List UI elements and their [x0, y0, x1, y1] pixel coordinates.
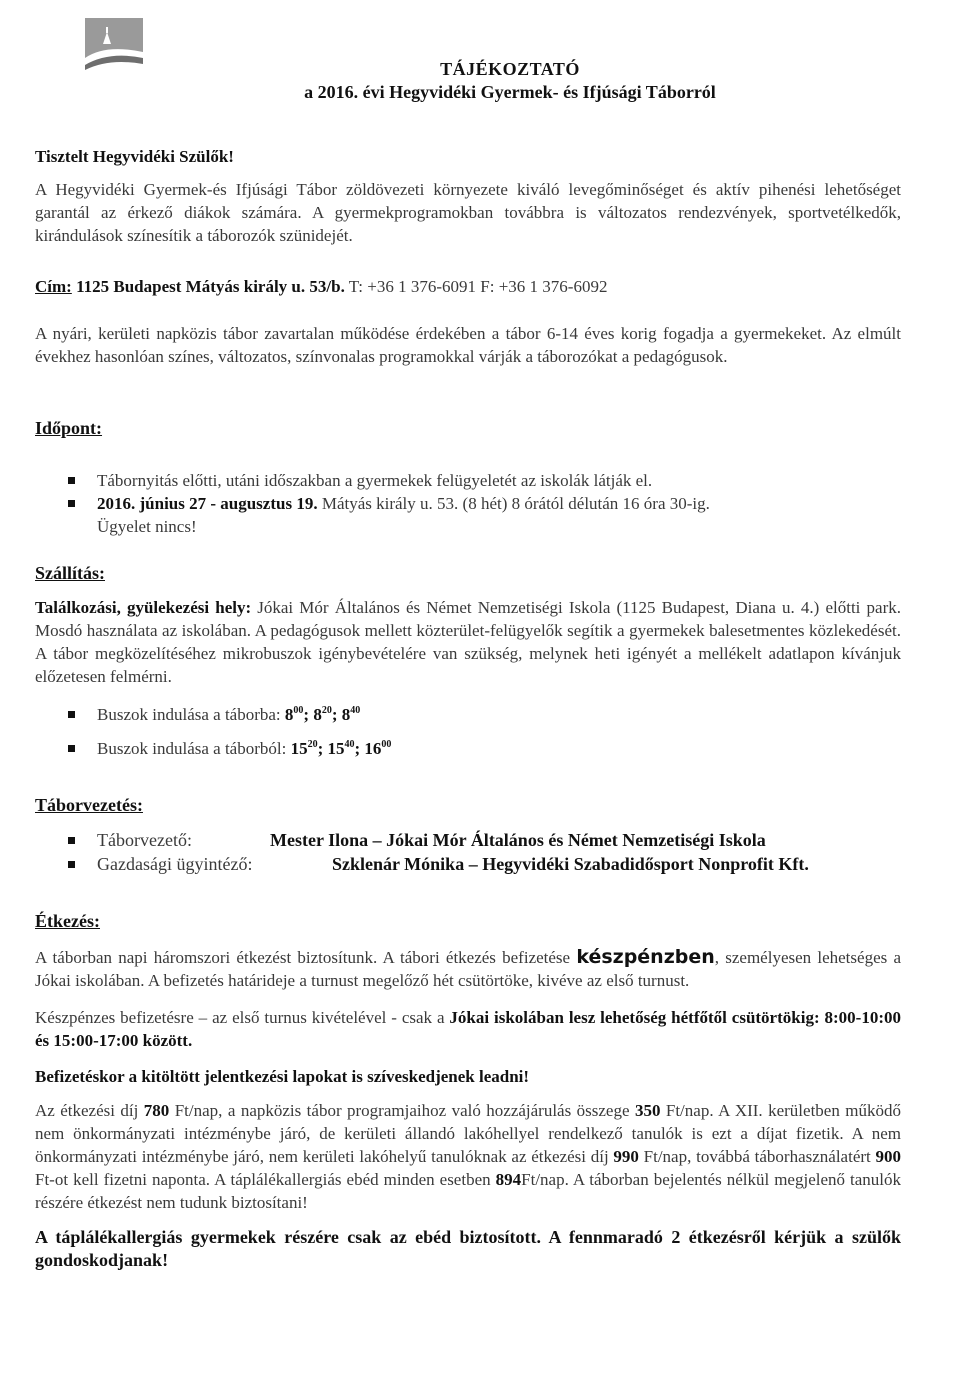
- meal-paragraph-3: Befizetéskor a kitöltött jelentkezési lapokat is szíveskedjenek leadni!: [35, 1067, 530, 1086]
- bus-from-label: Buszok indulása a táborból:: [97, 739, 291, 758]
- bus-to-label: Buszok indulása a táborba:: [97, 705, 285, 724]
- address-line: [35, 275, 901, 298]
- admin-label: Gazdasági ügyintéző:: [97, 854, 253, 874]
- meal-paragraph-5: A táplálékallergiás gyermekek részére csak az ebéd biztosított. A fennmaradó 2 étkezésről kérjük a szülők gondoskodjanak!: [35, 1227, 901, 1270]
- bus-to-time: $8^{00}$; $8^{20}$; $8^{40}$: [284, 705, 361, 724]
- address-label: Cím:: [35, 277, 72, 296]
- meeting-point-text: Jókai Mór Általános és Német Nemzetiségi Iskola (1125 Budapest, Diana u. 4.) előtti park. Mosdó használata az iskolában. A pedagógusok mellett közterület-felügyelők segítik a gyermekek balesetmentes közlekedését. A tábor megközelítéséhez mikrobuszok igénybevételére van szükség, melynek heti igényét a mellékelt adatlapon kívánjuk előzetesen felmérni.: [35, 598, 901, 686]
- list-item-text: Tábornyitás előtti, utáni időszakban a gyermekek felügyeletét az iskolák látják el.: [97, 471, 653, 490]
- transport-paragraph: [35, 596, 901, 688]
- section-heading-etkezes: Étkezés:: [35, 911, 100, 931]
- list-item: [35, 492, 960, 515]
- date-range: 2016. június 27 - augusztus 19.: [97, 494, 318, 513]
- section-heading-vezetes: Táborvezetés:: [35, 795, 143, 815]
- list-item: [35, 829, 960, 852]
- bus-from-time: $15^{20}$; $15^{40}$; $16^{00}$: [290, 739, 392, 758]
- meal-paragraph-1: A táborban napi háromszori étkezést biztosítunk. A tábori étkezés befizetése készpénzben, személyesen lehetséges a Jókai iskolában. A befizetés határideje a turnust megelőző hét csütörtöke, kivéve az első turnust.: [35, 946, 901, 990]
- address-phone: T: +36 1 376-6091 F: +36 1 376-6092: [344, 277, 608, 296]
- document-title: TÁJÉKOZTATÓ: [440, 59, 580, 79]
- leader-label: Táborvezető:: [97, 830, 192, 850]
- no-duty-note: Ügyelet nincs!: [97, 517, 197, 536]
- greeting: Tisztelt Hegyvidéki Szülők!: [35, 147, 234, 166]
- meeting-point-label: Találkozási, gyülekezési hely:: [35, 598, 252, 617]
- intro-paragraph: A Hegyvidéki Gyermek-és Ifjúsági Tábor zöldövezeti környezete kiváló levegőminőséget és aktív pihenési lehetőséget garantál az érkező diákok számára. A gyermekprogramokban továbbra is változatos rendezvények, sportvetélkedők, kirándulások színesítik a táborozók szünidejét.: [35, 180, 901, 245]
- section-heading-idopont: Időpont:: [35, 418, 103, 438]
- admin-value: Szklenár Mónika – Hegyvidéki Szabadidősport Nonprofit Kft.: [332, 854, 809, 874]
- list-item: [35, 703, 960, 726]
- list-item: [35, 469, 960, 492]
- list-item-text: Mátyás király u. 53. (8 hét) 8 órától délután 16 óra 30-ig.: [317, 494, 710, 513]
- document-subtitle: a 2016. évi Hegyvidéki Gyermek- és Ifjúsági Táborról: [304, 82, 716, 102]
- camp-paragraph: A nyári, kerületi napközis tábor zavartalan működése érdekében a tábor 6-14 éves korig fogadja a gyermekeket. Az elmúlt évekhez hasonlóan színes, változatos, színvonalas programokkal várják a táborozókat a pedagógusok.: [35, 324, 901, 366]
- meal-paragraph-4: Az étkezési díj 780 Ft/nap, a napközis tábor programjaihoz való hozzájárulás összege 350 Ft/nap. A XII. kerületben működő nem önkormányzati intézménybe járó, de kerületi állandó lakóhellyel rendelkező tanulók is ezt a díjat fizetik. A nem önkormányzati intézménybe járó, nem kerületi lakóhelyű tanulóknak az étkezési díj 990 Ft/nap, továbbá táborhasználatért 900 Ft-ot kell fizetni naponta. A táplálékallergiás ebéd minden esetben 894Ft/nap. A táborban bejelentés nélkül megjelenő tanulók részére étkezést nem tudunk biztosítani!: [35, 1101, 902, 1212]
- section-heading-szallitas: Szállítás:: [35, 563, 105, 583]
- leader-value: Mester Ilona – Jókai Mór Általános és Német Nemzetiségi Iskola: [270, 830, 766, 850]
- cash-emphasis: készpénzben: [576, 946, 715, 968]
- meal-paragraph-2: Készpénzes befizetésre – az első turnus kivételével - csak a Jókai iskolában lesz lehetőség hétfőtől csütörtökig: 8:00-10:00 és 15:00-17:00 között.: [35, 1008, 901, 1050]
- list-item: [35, 853, 960, 876]
- list-item: [35, 737, 960, 760]
- address-value: 1125 Budapest Mátyás király u. 53/b.: [71, 277, 345, 296]
